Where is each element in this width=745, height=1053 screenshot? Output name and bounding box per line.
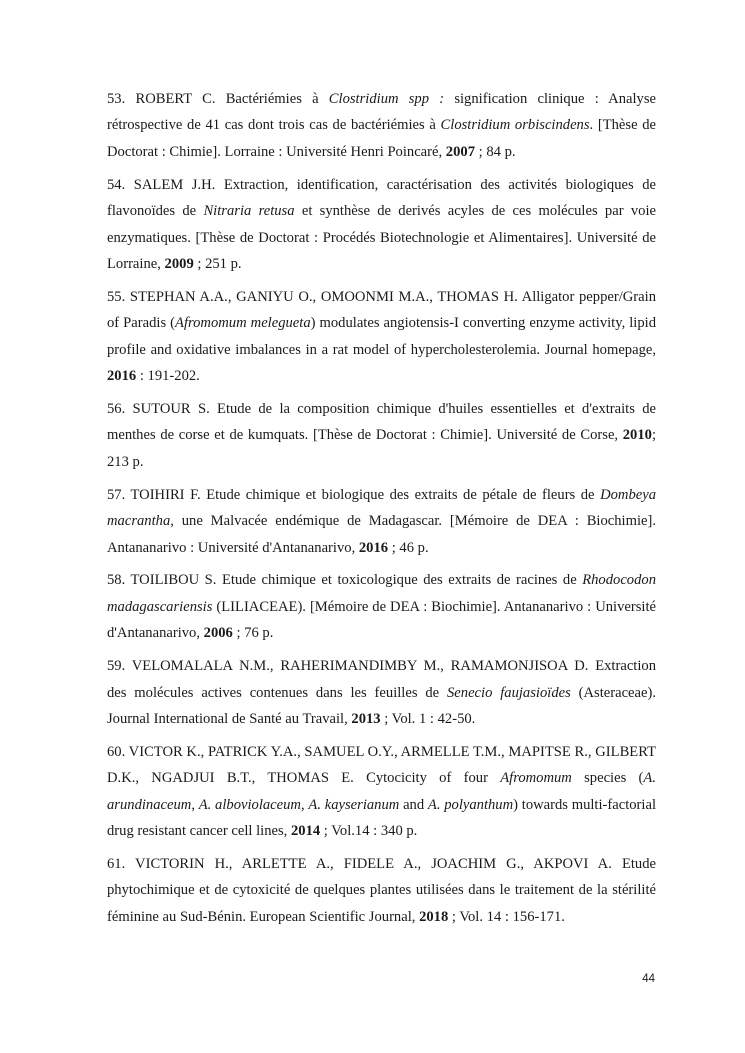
reference-text: et synthèse de derivés acyles de ces molécules par voie enzymatiques. [Thèse de Doctorat : Procédés Biotechnologie et Alimentaires]. Université de Lorraine, <box>107 203 656 272</box>
reference-text: ; 213 p. <box>107 427 656 470</box>
reference-text: 58. TOILIBOU S. Etude chimique et toxicologique des extraits de racines de <box>107 572 583 589</box>
reference-text: ; Vol. 14 : 156-171. <box>448 908 565 925</box>
reference-text: (Asteraceae). Journal International de Santé au Travail, <box>107 684 656 727</box>
reference-text: , <box>300 796 309 813</box>
reference-text: 56. SUTOUR S. Etude de la composition chimique d'huiles essentielles et d'extraits de menthes de corse et de kumquats. [Thèse de Doctorat : Chimie]. Université de Corse, <box>107 400 656 444</box>
italic-text: Rhodocodon madagascariensis <box>107 572 656 615</box>
reference-entry <box>107 567 656 646</box>
reference-text: ) towards multi-factorial drug resistant cancer cell lines, <box>107 796 657 840</box>
year-text: 2006 <box>203 625 233 642</box>
reference-entry <box>107 851 656 930</box>
reference-text: ; 251 p. <box>193 255 242 272</box>
reference-entry <box>107 172 656 278</box>
year-text: 2013 <box>351 710 381 727</box>
italic-text: Nitraria retusa <box>203 203 295 220</box>
reference-text: signification clinique : Analyse rétrospective de 41 cas dont trois cas de bactériémies à <box>107 91 657 134</box>
reference-text: and <box>399 796 428 813</box>
italic-text: A. arundinaceum <box>107 770 656 813</box>
page-number: 44 <box>642 973 655 985</box>
italic-text: Clostridium spp : <box>328 91 445 107</box>
reference-entry <box>107 284 656 390</box>
year-text: 2018 <box>419 908 449 925</box>
year-text: 2010 <box>622 427 652 444</box>
reference-entry <box>107 482 656 561</box>
reference-entry <box>107 653 656 732</box>
year-text: 2009 <box>164 255 194 272</box>
reference-entry <box>107 86 656 165</box>
reference-list <box>107 86 656 937</box>
reference-text: . [Thèse de Doctorat : Chimie]. Lorraine : Université Henri Poincaré, <box>107 117 656 160</box>
italic-text: A. alboviolaceum <box>198 796 301 813</box>
reference-text: 55. STEPHAN A.A., GANIYU O., OMOONMI M.A., THOMAS H. Alligator pepper/Grain of Paradis ( <box>107 288 656 332</box>
reference-text: ; Vol. 1 : 42-50. <box>380 710 476 727</box>
italic-text: Afromomum melegueta <box>175 315 311 332</box>
reference-text: (LILIACEAE). [Mémoire de DEA : Biochimie]. Antananarivo : Université d'Antananarivo, <box>107 598 656 642</box>
year-text: 2007 <box>445 143 475 160</box>
reference-text: : 191-202. <box>136 368 200 385</box>
italic-text: A. polyanthum <box>427 796 514 813</box>
reference-entry <box>107 396 656 475</box>
reference-text: 61. VICTORIN H., ARLETTE A., FIDELE A., JOACHIM G., AKPOVI A. Etude phytochimique et de cytoxicité de quelques plantes utilisées dans le traitement de la stérilité féminine au Sud-Bénin. European Scientific Journal, <box>107 855 656 925</box>
reference-entry <box>107 739 656 845</box>
italic-text: Afromomum <box>500 770 572 787</box>
reference-text: ) modulates angiotensis-I converting enzyme activity, lipid profile and oxidative imbalances in a rat model of hypercholesterolemia. Journal homepage, <box>107 315 657 358</box>
reference-text: 54. SALEM J.H. Extraction, identification, caractérisation des activités biologiques de flavonoïdes de <box>107 176 656 220</box>
reference-text: ; Vol.14 : 340 p. <box>320 823 418 840</box>
reference-text: species ( <box>571 770 644 787</box>
reference-text: 60. VICTOR K., PATRICK Y.A., SAMUEL O.Y., ARMELLE T.M., MAPITSE R., GILBERT D.K., NGADJUI B.T., THOMAS E. Cytocicity of four <box>107 743 656 787</box>
year-text: 2016 <box>358 539 389 556</box>
italic-text: Dombeya macrantha <box>107 486 656 530</box>
reference-text: ; 46 p. <box>388 539 429 556</box>
reference-text: 53. ROBERT C. Bactériémies à <box>107 91 329 107</box>
italic-text: A. kayserianum <box>308 796 400 813</box>
year-text: 2014 <box>290 823 321 840</box>
reference-text: , une Malvacée endémique de Madagascar. [Mémoire de DEA : Biochimie]. Antananarivo : Université d'Antananarivo, <box>107 513 656 556</box>
year-text: 2016 <box>107 368 137 385</box>
italic-text: Senecio faujasioïdes <box>447 684 571 701</box>
reference-text: 57. TOIHIRI F. Etude chimique et biologique des extraits de pétale de fleurs de <box>107 486 601 503</box>
reference-text: ; 84 p. <box>474 143 516 160</box>
reference-text: , <box>191 796 199 813</box>
reference-text: 59. VELOMALALA N.M., RAHERIMANDIMBY M., RAMAMONJISOA D. Extraction des molécules actives contenues dans les feuilles de <box>107 658 656 701</box>
italic-text: Clostridium orbiscindens <box>440 117 590 134</box>
reference-text: ; 76 p. <box>232 625 274 642</box>
